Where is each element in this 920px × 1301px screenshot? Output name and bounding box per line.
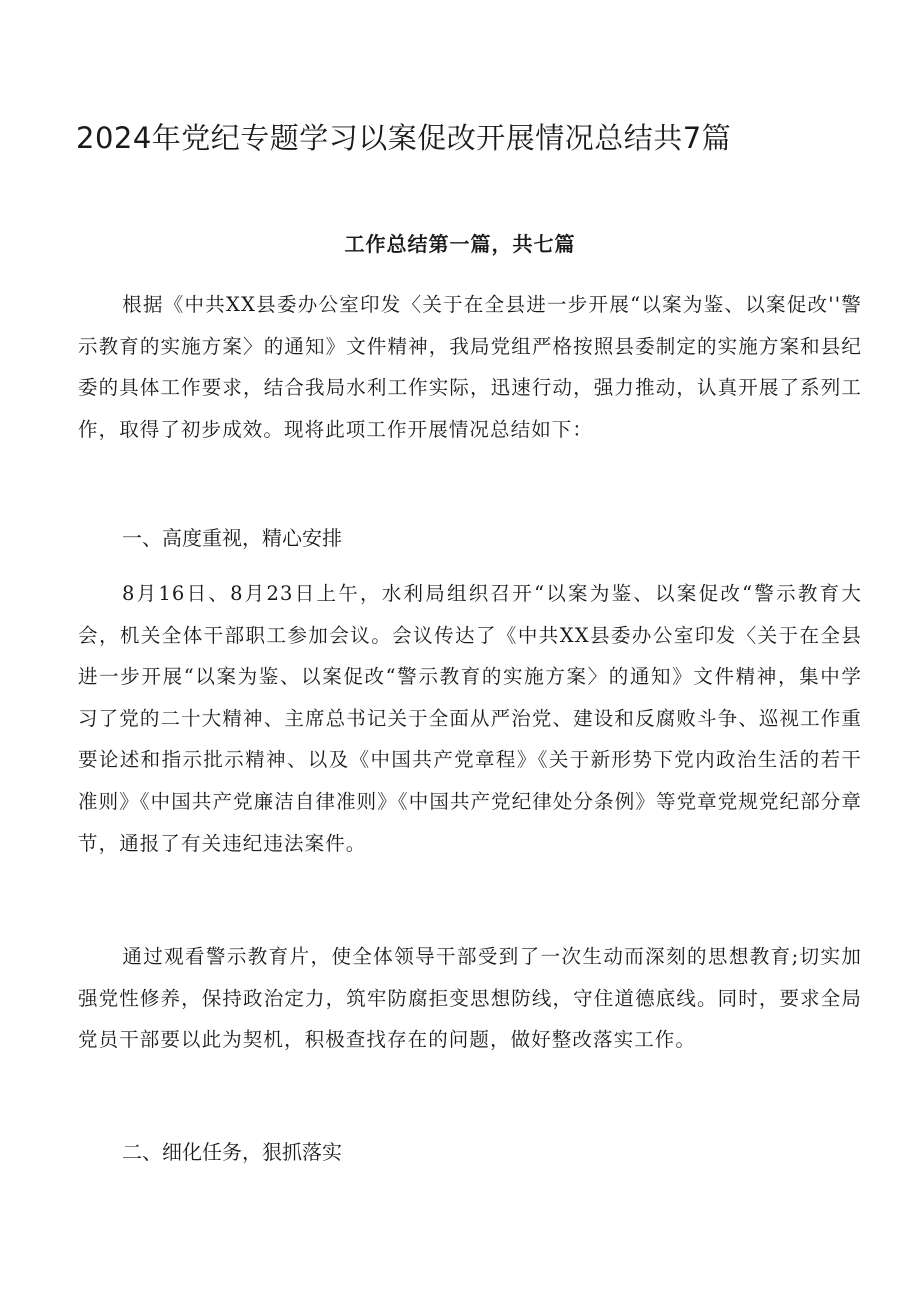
paragraph-3-text: 通过观看警示教育片，使全体领导干部受到了一次生动而深刻的思想教育;切实加强党性修养，保持政治定力，筑牢防腐拒变思想防线，守住道德底线。同时，要求全局党员干部要以此为契机，积极查找存在的问题，做好整改落实工作。 [78, 945, 862, 1052]
section-1-heading: 一、高度重视，精心安排 [122, 526, 342, 550]
paragraph-2-text: 8月16日、8月23日上午，水利局组织召开“以案为鉴、以案促改“警示教育大会，机关全体干部职工参加会议。会议传达了《中共XX县委办公室印发〈关于在全县进一步开展“以案为鉴、以案促改“警示教育的实施方案〉的通知》文件精神，集中学习了党的二十大精神、主席总书记关于全面从严治党、建设和反腐败斗争、巡视工作重要论述和指示批示精神、以及《中国共产党章程》《关于新形势下党内政治生活的若干准则》《中国共产党廉洁自律准则》《中国共产党纪律处分条例》等党章党规党纪部分章节，通报了有关违纪违法案件。 [78, 582, 862, 855]
paragraph-1-text: 根据《中共XX县委办公室印发〈关于在全县进一步开展“以案为鉴、以案促改''警示教育的实施方案〉的通知》文件精神，我局党组严格按照县委制定的实施方案和县纪委的具体工作要求，结合我局水利工作实际，迅速行动，强力推动，认真开展了系列工作，取得了初步成效。现将此项工作开展情况总结如下： [78, 293, 862, 441]
paragraph-1 [78, 284, 862, 450]
section-2-heading: 二、细化任务，狠抓落实 [122, 1140, 342, 1164]
document-subtitle: 工作总结第一篇，共七篇 [344, 232, 576, 256]
paragraph-3 [78, 936, 862, 1061]
document-title: 2024年党纪专题学习以案促改开展情况总结共7篇 [76, 121, 732, 155]
paragraph-2 [78, 573, 862, 864]
